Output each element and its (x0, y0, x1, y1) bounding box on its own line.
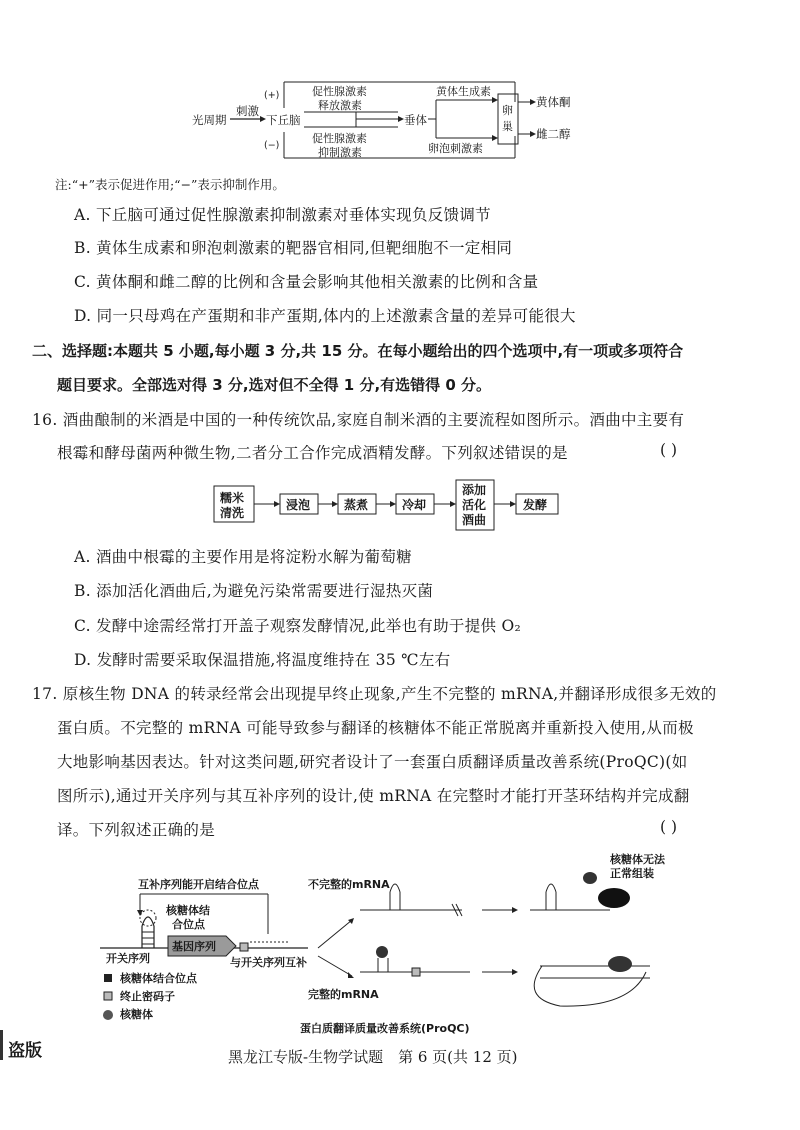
stimulus-label: 刺激 (236, 104, 259, 118)
rbs-label-1: 核糖体结 (166, 904, 210, 917)
q16-stem-line2: 根霉和酵母菌两种微生物,二者分工合作完成酒精发酵。下列叙述错误的是 (57, 444, 568, 462)
minus-sign: (−) (264, 140, 280, 151)
incomplete-mrna-label: 不完整的mRNA (308, 878, 390, 891)
photoperiod-label: 光周期 (192, 113, 227, 127)
q15-option-b: B. 黄体生成素和卵泡刺激素的靶器官相同,但靶细胞不一定相同 (74, 239, 513, 257)
svg-text:清洗: 清洗 (220, 506, 245, 520)
section2-header-line1: 二、选择题:本题共 5 小题,每小题 3 分,共 15 分。在每小题给出的四个选项中,有一项或多项符合 (32, 342, 684, 360)
svg-text:糯米: 糯米 (220, 491, 245, 505)
section2-header-line2: 题目要求。全部选对得 3 分,选对但不全得 1 分,有选错得 0 分。 (57, 376, 492, 394)
q16-stem-line1: 16. 酒曲酿制的米酒是中国的一种传统饮品,家庭自制米酒的主要流程如图所示。酒曲中主要有 (32, 411, 685, 429)
q15-option-c: C. 黄体酮和雌二醇的比例和含量会影响其他相关激素的比例和含量 (74, 273, 539, 291)
svg-text:冷却: 冷却 (402, 498, 427, 512)
hypothalamus-label: 下丘脑 (266, 113, 301, 127)
gnih-line1: 促性腺激素 (312, 132, 367, 145)
q17-stem-line5: 译。下列叙述正确的是 (57, 821, 216, 839)
q16-option-c: C. 发酵中途需经常打开盖子观察发酵情况,此举也有助于提供 O₂ (74, 617, 522, 635)
q17-stem-line4: 图所示),通过开关序列与其互补序列的设计,使 mRNA 在完整时才能打开茎环结构并完成翻 (57, 787, 690, 805)
estradiol-label: 雌二醇 (536, 127, 571, 141)
progesterone-label: 黄体酮 (536, 95, 571, 109)
plus-sign: (+) (264, 90, 280, 101)
legend-rbs-marker (104, 974, 112, 982)
q16-option-d: D. 发酵时需要采取保温措施,将温度维持在 35 ℃左右 (74, 651, 451, 669)
q16-answer-paren: ( ) (660, 441, 678, 459)
q17-stem-line3: 大地影响基因表达。针对这类问题,研究者设计了一套蛋白质翻译质量改善系统(ProQC)(如 (57, 753, 688, 771)
complete-mrna-label: 完整的mRNA (308, 988, 379, 1001)
svg-text:发酵: 发酵 (523, 498, 548, 512)
gnih-line2: 抑制激素 (318, 146, 362, 159)
rbs-label-2: 合位点 (172, 918, 205, 931)
q16-option-b: B. 添加活化酒曲后,为避免污染常需要进行湿热灭菌 (74, 582, 434, 600)
legend-ribosome-label: 核糖体 (120, 1008, 153, 1021)
ovary-char2: 巢 (502, 120, 513, 133)
legend-stop-label: 终止密码子 (120, 990, 175, 1003)
svg-text:活化: 活化 (462, 498, 487, 512)
legend-ribosome-marker (103, 1010, 113, 1020)
gnrh-line2: 释放激素 (318, 99, 362, 112)
complement-opens-label: 互补序列能开启结合位点 (138, 878, 259, 891)
gene-seq-label: 基因序列 (172, 940, 216, 953)
diagram-note: 注:“+”表示促进作用;“−”表示抑制作用。 (55, 177, 285, 192)
ribosome-bound (608, 956, 632, 972)
svg-text:蒸煮: 蒸煮 (344, 498, 369, 512)
stop-codon-mark (240, 943, 248, 951)
gnrh-line1: 促性腺激素 (312, 85, 367, 98)
pituitary-label: 垂体 (404, 113, 427, 127)
q15-option-a: A. 下丘脑可通过促性腺激素抑制激素对垂体实现负反馈调节 (74, 206, 491, 224)
proqc-figure (90, 848, 710, 1038)
svg-text:浸泡: 浸泡 (286, 498, 311, 512)
page-footer: 黑龙江专版-生物学试题 第 6 页(共 12 页) (228, 1048, 518, 1066)
ovary-char1: 卵 (502, 104, 513, 117)
left-edge-bar (0, 1030, 3, 1060)
switch-seq-label: 开关序列 (106, 952, 150, 965)
ribosome-fail-label-2: 正常组装 (610, 867, 654, 880)
piracy-watermark: 盗版 (8, 1041, 42, 1061)
lh-label: 黄体生成素 (436, 85, 491, 98)
legend-rbs-label: 核糖体结合位点 (120, 972, 197, 985)
complement-switch-label: 与开关序列互补 (230, 956, 307, 969)
fsh-label: 卵泡刺激素 (428, 142, 483, 155)
q17-stem-line1: 17. 原核生物 DNA 的转录经常会出现提早终止现象,产生不完整的 mRNA,并翻译形成很多无效的 (32, 685, 717, 703)
q17-answer-paren: ( ) (660, 818, 678, 836)
figure-caption: 蛋白质翻译质量改善系统(ProQC) (300, 1022, 470, 1035)
q17-stem-line2: 蛋白质。不完整的 mRNA 可能导致参与翻译的核糖体不能正常脱离并重新投入使用,从而极 (57, 719, 694, 737)
ribosome-small-subunit (583, 872, 597, 884)
svg-text:酒曲: 酒曲 (462, 513, 487, 527)
legend-stop-marker (104, 992, 112, 1000)
q15-option-d: D. 同一只母鸡在产蛋期和非产蛋期,体内的上述激素含量的差异可能很大 (74, 307, 576, 325)
svg-text:添加: 添加 (462, 483, 487, 497)
ribosome-large-subunit (598, 888, 630, 908)
ribosome-fail-label-1: 核糖体无法 (610, 853, 665, 866)
rice-wine-flowchart (210, 478, 590, 534)
q16-option-a: A. 酒曲中根霉的主要作用是将淀粉水解为葡萄糖 (74, 548, 412, 566)
hormone-regulation-diagram (180, 72, 600, 164)
